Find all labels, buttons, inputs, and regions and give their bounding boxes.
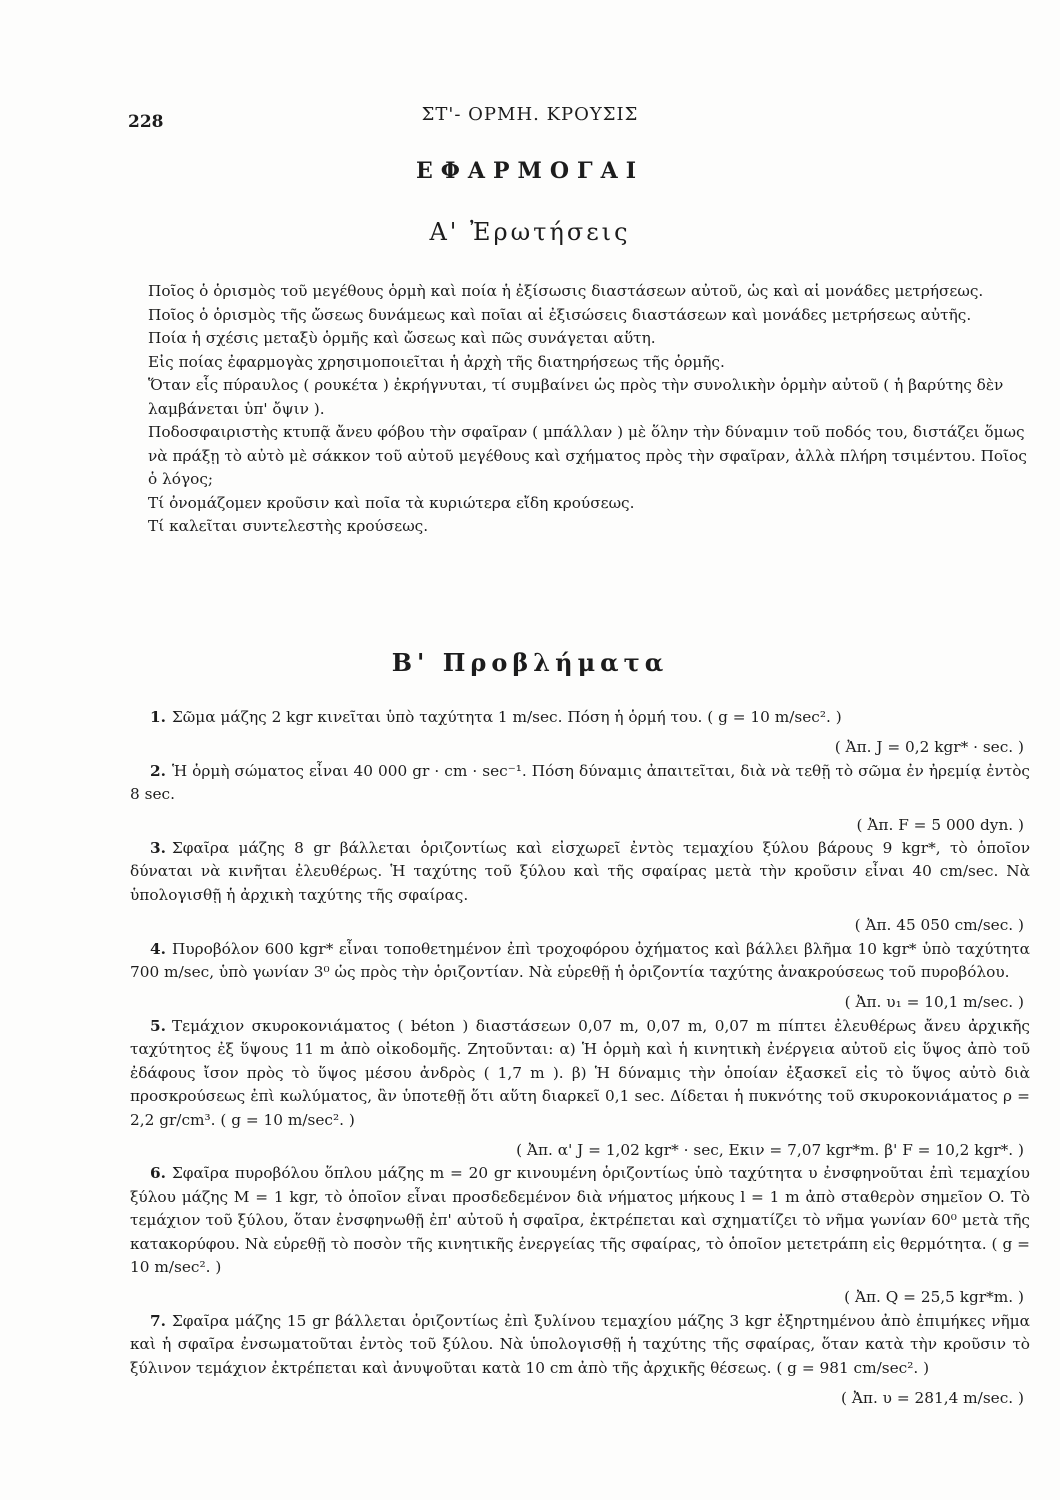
question-item: Εἰς ποίας ἐφαρμογὰς χρησιμοποιεῖται ἡ ἀρχὴ τῆς διατηρήσεως τῆς ὁρμῆς. xyxy=(148,352,725,371)
problem-number: 5. xyxy=(150,1016,166,1035)
answer-text: ( Ἀπ. Q = 25,5 kgr*m. ) xyxy=(844,1288,1024,1307)
problem-answer xyxy=(130,1139,1030,1162)
problem-text xyxy=(130,1162,1030,1279)
problem-body: Σφαῖρα μάζης 8 gr βάλλεται ὁριζοντίως καὶ εἰσχωρεῖ ἐντὸς τεμαχίου ξύλου βάρους 9 kgr*, τὸ ὁποῖον δύναται νὰ κινῆται ἐλευθέρως. Ἡ ταχύτης τοῦ ξύλου καὶ τῆς σφαίρας μετὰ τὴν κροῦσιν εἶναι 40 cm/sec. Νὰ ὑπολογισθῇ ἡ ἀρχικὴ ταχύτης τῆς σφαίρας. xyxy=(130,839,1030,904)
problem-body: Σφαῖρα μάζης 15 gr βάλλεται ὁριζοντίως ἐπὶ ξυλίνου τεμαχίου μάζης 3 kgr ἐξηρτημένου ἀπὸ ἐπιμήκες νῆμα καὶ ἡ σφαῖρα ἐνσωματοῦται ἐντὸς τοῦ ξύλου. Νὰ ὑπολογισθῇ ἡ ταχύτης τῆς σφαίρας, ὅταν κατὰ τὴν κροῦσιν τὸ ξύλινον τεμάχιον ἐκτρέπεται καὶ ἀνυψοῦται κατὰ 10 cm ἀπὸ τῆς ἀρχικῆς θέσεως. ( g = 981 cm/sec². ) xyxy=(130,1311,1030,1377)
question-item: Ποῖος ὁ ὁρισμὸς τοῦ μεγέθους ὁρμὴ καὶ ποία ἡ ἐξίσωσις διαστάσεων αὐτοῦ, ὡς καὶ αἱ μονάδες μετρήσεως. xyxy=(148,282,984,300)
question-item: Ποδοσφαιριστὴς κτυπᾷ ἄνευ φόβου τὴν σφαῖραν ( μπάλλαν ) μὲ ὅλην τὴν δύναμιν τοῦ ποδός του, διστάζει ὅμως νὰ πράξῃ τὸ αὐτὸ μὲ σάκκον τοῦ αὐτοῦ μεγέθους καὶ σχήματος πρὸς τὴν σφαῖραν, ἀλλὰ πλήρη τσιμέντου. Ποῖος ὁ λόγος; xyxy=(148,423,1027,488)
problem-text xyxy=(130,837,1030,907)
problem-body: Ἡ ὁρμὴ σώματος εἶναι 40 000 gr · cm · sec⁻¹. Πόση δύναμις ἀπαιτεῖται, διὰ νὰ τεθῇ τὸ σῶμα ἐν ἠρεμίᾳ ἐντὸς 8 sec. xyxy=(130,761,1030,804)
problem-number: 1. xyxy=(150,708,166,726)
problem-body: Σφαῖρα πυροβόλου ὅπλου μάζης m = 20 gr κινουμένη ὁριζοντίως ὑπὸ ταχύτητα υ ἐνσφηνοῦται ἐπὶ τεμαχίου ξύλου μάζης M = 1 kgr, τὸ ὁποῖον εἶναι προσδεδεμένον διὰ νήματος μήκους l = 1 m ἀπὸ σταθερὸν σημεῖον O. Τὸ τεμάχιον τοῦ ξύλου, ὅταν ἐνσφηνωθῇ ἐπ' αὐτοῦ ἡ σφαῖρα, ἐκτρέπεται καὶ σχηματίζει τὸ νῆμα γωνίαν 60⁰ μετὰ τῆς κατακορύφου. Νὰ εὑρεθῇ τὸ ποσὸν τῆς κινητικῆς ἐνεργείας τῆς σφαίρας, τὸ ὁποῖον μετετράπη εἰς θερμότητα. ( g = 10 m/sec². ) xyxy=(130,1164,1030,1276)
problem-item xyxy=(130,1310,1030,1411)
answer-text: ( Ἀπ. υ = 281,4 m/sec. ) xyxy=(841,1388,1024,1407)
problem-text xyxy=(130,1015,1030,1132)
problem-answer xyxy=(130,1387,1030,1410)
answer-text: ( Ἀπ. F = 5 000 dyn. ) xyxy=(856,815,1024,834)
problem-item xyxy=(130,938,1030,1015)
problem-body: Πυροβόλον 600 kgr* εἶναι τοποθετημένον ἐπὶ τροχοφόρου ὀχήματος καὶ βάλλει βλῆμα 10 kgr* ὑπὸ ταχύτητα 700 m/sec, ὑπὸ γωνίαν 3⁰ ὡς πρὸς τὴν ὁριζοντίαν. Νὰ εὑρεθῇ ἡ ὁριζοντία ταχύτης ἀνακρούσεως τοῦ πυροβόλου. xyxy=(130,939,1030,982)
problem-item xyxy=(130,760,1030,837)
problem-text xyxy=(130,938,1030,985)
problem-item xyxy=(130,706,1030,760)
problem-item xyxy=(130,837,1030,938)
answer-text: ( Ἀπ. J = 0,2 kgr* · sec. ) xyxy=(834,738,1024,757)
question-item: Τί ὀνομάζομεν κροῦσιν καὶ ποῖα τὰ κυριώτερα εἴδη κρούσεως. xyxy=(148,493,635,512)
problem-item xyxy=(130,1015,1030,1162)
answer-text: ( Ἀπ. α' J = 1,02 kgr* · sec, Eκιν = 7,07 kgr*m. β' F = 10,2 kgr*. ) xyxy=(516,1140,1024,1159)
problems-heading: Β' Προβλήματα xyxy=(391,648,669,677)
question-item: Ποῖος ὁ ὁρισμὸς τῆς ὤσεως δυνάμεως καὶ ποῖαι αἱ ἐξισώσεις διαστάσεων καὶ μονάδες μετρήσεως αὐτῆς. xyxy=(148,305,972,324)
questions-list xyxy=(148,280,1030,539)
problem-body: Σῶμα μάζης 2 kgr κινεῖται ὑπὸ ταχύτητα 1 m/sec. Πόση ἡ ὁρμή του. ( g = 10 m/sec². ) xyxy=(171,708,842,726)
problem-number: 6. xyxy=(150,1164,166,1183)
question-item: Τί καλεῖται συντελεστὴς κρούσεως. xyxy=(148,517,429,535)
answer-text: ( Ἀπ. 45 050 cm/sec. ) xyxy=(854,916,1024,935)
problem-item xyxy=(130,1162,1030,1309)
problem-answer xyxy=(130,814,1030,837)
problem-answer xyxy=(130,991,1030,1014)
problem-number: 2. xyxy=(150,761,166,780)
question-item: Ὅταν εἷς πύραυλος ( ρουκέτα ) ἐκρήγνυται, τί συμβαίνει ὡς πρὸς τὴν συνολικὴν ὁρμὴν αὐτοῦ ( ἡ βαρύτης δὲν λαμβάνεται ὑπ' ὄψιν ). xyxy=(148,376,1004,418)
problem-number: 4. xyxy=(150,939,166,958)
page-number: 228 xyxy=(128,112,164,132)
problem-body: Τεμάχιον σκυροκονιάματος ( béton ) διαστάσεων 0,07 m, 0,07 m, 0,07 m πίπτει ἐλευθέρως ἄνευ ἀρχικῆς ταχύτητος ἐξ ὕψους 11 m ἀπὸ οἰκοδομῆς. Ζητοῦνται: α) Ἡ ὁρμὴ καὶ ἡ κινητικὴ ἐνέργεια αὐτοῦ εἰς ὕψος ἀπὸ τοῦ ἐδάφους ἴσον πρὸς τὸ ὕψος μέσου ἀνδρὸς ( 1,7 m ). β) Ἡ δύναμις τὴν ὁποίαν ἐξασκεῖ εἰς τὸ ὕψος αὐτὸ διὰ προσκρούσεως ἐπὶ κωλύματος, ἂν ὑποτεθῇ ὅτι αὕτη διαρκεῖ 0,1 sec. Δίδεται ἡ πυκνότης τοῦ σκυροκονιάματος ρ = 2,2 gr/cm³. ( g = 10 m/sec². ) xyxy=(130,1016,1030,1129)
running-header: ΣΤ'- ΟΡΜΗ. ΚΡΟΥΣΙΣ xyxy=(421,104,639,125)
question-item: Ποία ἡ σχέσις μεταξὺ ὁρμῆς καὶ ὤσεως καὶ πῶς συνάγεται αὕτη. xyxy=(148,329,656,347)
problem-number: 3. xyxy=(150,839,166,858)
problem-answer xyxy=(130,914,1030,937)
problem-answer xyxy=(130,736,1030,759)
problem-text xyxy=(130,760,1030,807)
answer-text: ( Ἀπ. υ₁ = 10,1 m/sec. ) xyxy=(844,993,1024,1012)
questions-heading: Α' Ἐρωτήσεις xyxy=(429,218,631,246)
problem-answer xyxy=(130,1286,1030,1309)
problems-list xyxy=(130,706,1030,1410)
problem-text xyxy=(130,1310,1030,1380)
problem-text xyxy=(130,706,1030,729)
problem-number: 7. xyxy=(150,1311,166,1330)
section-title: ΕΦΑΡΜΟΓΑΙ xyxy=(415,158,645,184)
